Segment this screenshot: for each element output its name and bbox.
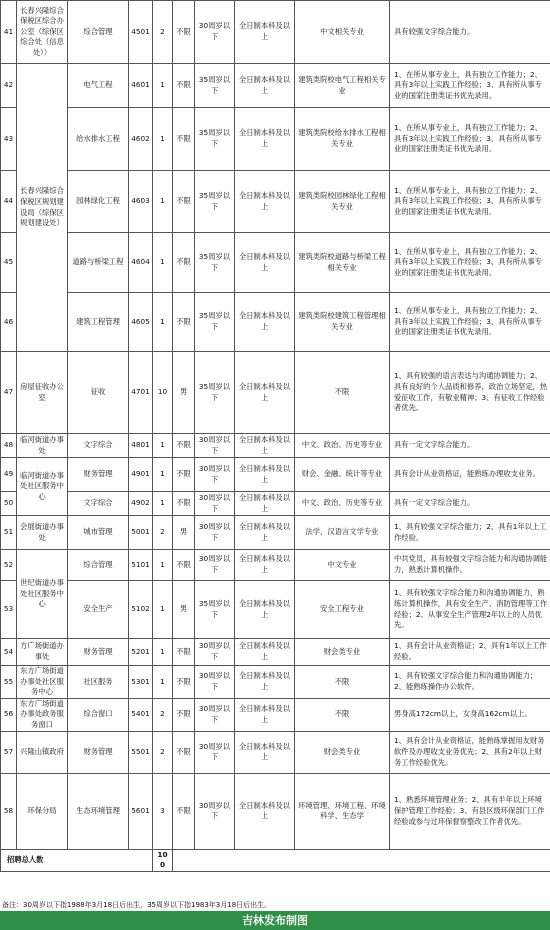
position-cell: 道路与桥梁工程 bbox=[68, 233, 129, 293]
department-cell: 房屋征收办公室 bbox=[17, 352, 68, 434]
age-limit-cell: 35周岁以下 bbox=[195, 64, 235, 108]
requirements-cell: 男身高172cm以上，女身高162cm以上。 bbox=[390, 698, 550, 731]
department-cell: 临河街道办事处 bbox=[17, 434, 68, 458]
requirements-cell: 中共党员，具有较强文字综合能力和沟通协调能力，熟悉计算机操作。 bbox=[390, 550, 550, 581]
total-value: 100 bbox=[153, 849, 173, 871]
headcount-cell: 1 bbox=[153, 108, 173, 171]
education-cell: 全日制本科及以上 bbox=[235, 1, 295, 64]
department-cell: 临河街道办事处社区服务中心 bbox=[17, 458, 68, 516]
requirements-cell: 1、在所从事专业上，具有独立工作能力；2、具有3年以上实践工作经验；3、具有所从事专业的国家注册类证书优先录用。 bbox=[390, 64, 550, 108]
education-cell: 全日制本科及以上 bbox=[235, 639, 295, 666]
row-number-cell: 45 bbox=[1, 233, 17, 293]
gender-cell: 不限 bbox=[173, 550, 195, 581]
position-code-cell: 4604 bbox=[129, 233, 153, 293]
age-limit-cell: 30周岁以下 bbox=[195, 550, 235, 581]
headcount-cell: 1 bbox=[153, 458, 173, 492]
department-cell: 长春兴隆综合保税区综合办公室（综保区综合处（信息处）） bbox=[17, 1, 68, 64]
education-cell: 全日制本科及以上 bbox=[235, 108, 295, 171]
major-cell: 中文、政治、历史等专业 bbox=[295, 492, 390, 516]
major-cell: 财会、金融、统计等专业 bbox=[295, 458, 390, 492]
row-number-cell: 58 bbox=[1, 773, 17, 849]
education-cell: 全日制本科及以上 bbox=[235, 434, 295, 458]
gender-cell: 不限 bbox=[173, 458, 195, 492]
headcount-cell: 1 bbox=[153, 639, 173, 666]
requirements-cell: 具有一定文字综合能力。 bbox=[390, 492, 550, 516]
row-number-cell: 54 bbox=[1, 639, 17, 666]
position-cell: 财务管理 bbox=[68, 458, 129, 492]
requirements-cell: 1、具有较强文字综合能力；2、具有1年以上工作经验。 bbox=[390, 516, 550, 550]
education-cell: 全日制本科及以上 bbox=[235, 516, 295, 550]
gender-cell: 男 bbox=[173, 352, 195, 434]
footnote: 备注：30周岁以下指1988年3月18日后出生，35周岁以下指1983年3月18日后出生。 bbox=[2, 901, 272, 909]
requirements-cell: 具有会计从业资格证，能熟练办理收支业务。 bbox=[390, 458, 550, 492]
position-cell: 城市管理 bbox=[68, 516, 129, 550]
position-cell: 安全生产 bbox=[68, 581, 129, 639]
gender-cell: 不限 bbox=[173, 666, 195, 699]
table-row bbox=[1, 108, 550, 171]
position-code-cell: 5401 bbox=[129, 698, 153, 731]
position-code-cell: 5101 bbox=[129, 550, 153, 581]
position-cell: 财务管理 bbox=[68, 731, 129, 773]
requirements-cell: 1、在所从事专业上，具有独立工作能力；2、具有3年以上实践工作经验；3、具有所从事专业的国家注册类证书优先录用。 bbox=[390, 233, 550, 293]
position-code-cell: 4501 bbox=[129, 1, 153, 64]
age-limit-cell: 35周岁以下 bbox=[195, 108, 235, 171]
major-cell: 建筑类院校道路与桥梁工程相关专业 bbox=[295, 233, 390, 293]
gender-cell: 男 bbox=[173, 516, 195, 550]
education-cell: 全日制本科及以上 bbox=[235, 550, 295, 581]
requirements-cell: 1、熟悉环境管理业务；2、具有半年以上环境保护管理工作经验；3、有县区级环保部门工作经验或参与过环保督察整改工作者优先。 bbox=[390, 773, 550, 849]
requirements-cell: 1、具有会计从业资格证，能熟练掌握用友财务软件及办理收支业务优先；2、具有2年以上财务工作经验优先。 bbox=[390, 731, 550, 773]
table-row bbox=[1, 492, 550, 516]
education-cell: 全日制本科及以上 bbox=[235, 458, 295, 492]
major-cell: 环境管理、环境工程、环境科学、生态学 bbox=[295, 773, 390, 849]
row-number-cell: 48 bbox=[1, 434, 17, 458]
age-limit-cell: 30周岁以下 bbox=[195, 666, 235, 699]
position-code-cell: 4605 bbox=[129, 293, 153, 352]
position-code-cell: 4901 bbox=[129, 458, 153, 492]
department-cell: 东方广场街道办事处政务服务窗口 bbox=[17, 698, 68, 731]
requirements-cell: 1、具有会计从业资格证；2、具有1年以上工作经验。 bbox=[390, 639, 550, 666]
requirements-cell: 1、在所从事专业上，具有独立工作能力；2、具有3年以上实践工作经验；3、具有所从事专业的国家注册类证书优先录用。 bbox=[390, 108, 550, 171]
education-cell: 全日制本科及以上 bbox=[235, 731, 295, 773]
position-code-cell: 5301 bbox=[129, 666, 153, 699]
department-cell: 环保分局 bbox=[17, 773, 68, 849]
row-number-cell: 44 bbox=[1, 171, 17, 233]
major-cell: 不限 bbox=[295, 698, 390, 731]
source-banner: 吉林发布制图 bbox=[0, 911, 550, 930]
age-limit-cell: 30周岁以下 bbox=[195, 434, 235, 458]
department-cell: 兴隆山镇政府 bbox=[17, 731, 68, 773]
age-limit-cell: 30周岁以下 bbox=[195, 773, 235, 849]
education-cell: 全日制本科及以上 bbox=[235, 773, 295, 849]
position-cell: 综合管理 bbox=[68, 1, 129, 64]
age-limit-cell: 30周岁以下 bbox=[195, 492, 235, 516]
table-row bbox=[1, 64, 550, 108]
headcount-cell: 2 bbox=[153, 731, 173, 773]
position-cell: 征收 bbox=[68, 352, 129, 434]
total-empty bbox=[173, 849, 550, 871]
row-number-cell: 56 bbox=[1, 698, 17, 731]
headcount-cell: 1 bbox=[153, 64, 173, 108]
position-code-cell: 4601 bbox=[129, 64, 153, 108]
row-number-cell: 51 bbox=[1, 516, 17, 550]
headcount-cell: 2 bbox=[153, 698, 173, 731]
position-cell: 给水排水工程 bbox=[68, 108, 129, 171]
major-cell: 中文专业 bbox=[295, 550, 390, 581]
position-cell: 文字综合 bbox=[68, 434, 129, 458]
gender-cell: 不限 bbox=[173, 108, 195, 171]
major-cell: 建筑类院校给水排水工程相关专业 bbox=[295, 108, 390, 171]
row-number-cell: 53 bbox=[1, 581, 17, 639]
education-cell: 全日制本科及以上 bbox=[235, 171, 295, 233]
position-cell: 电气工程 bbox=[68, 64, 129, 108]
major-cell: 法学、汉语言文学专业 bbox=[295, 516, 390, 550]
requirements-cell: 1、在所从事专业上，具有独立工作能力；2、具有3年以上实践工作经验；3、具有所从事专业的国家注册类证书优先录用。 bbox=[390, 293, 550, 352]
requirements-cell: 1、具有较强文字综合能力和沟通协调能力，熟练计算机操作，具有安全生产、消防管理等工作经验；2、从事安全生产管理2年以上的人员优先。 bbox=[390, 581, 550, 639]
gender-cell: 男 bbox=[173, 581, 195, 639]
major-cell: 财会类专业 bbox=[295, 639, 390, 666]
major-cell: 建筑类院校建筑工程管理相关专业 bbox=[295, 293, 390, 352]
age-limit-cell: 30周岁以下 bbox=[195, 639, 235, 666]
headcount-cell: 1 bbox=[153, 171, 173, 233]
table-row bbox=[1, 516, 550, 550]
gender-cell: 不限 bbox=[173, 64, 195, 108]
table-row bbox=[1, 233, 550, 293]
table-row bbox=[1, 550, 550, 581]
headcount-cell: 2 bbox=[153, 1, 173, 64]
major-cell: 不限 bbox=[295, 666, 390, 699]
position-code-cell: 4801 bbox=[129, 434, 153, 458]
gender-cell: 不限 bbox=[173, 773, 195, 849]
education-cell: 全日制本科及以上 bbox=[235, 666, 295, 699]
position-code-cell: 4602 bbox=[129, 108, 153, 171]
headcount-cell: 1 bbox=[153, 293, 173, 352]
education-cell: 全日制本科及以上 bbox=[235, 698, 295, 731]
position-code-cell: 5102 bbox=[129, 581, 153, 639]
major-cell: 不限 bbox=[295, 352, 390, 434]
table-row bbox=[1, 293, 550, 352]
education-cell: 全日制本科及以上 bbox=[235, 581, 295, 639]
department-cell: 东方广场街道办事处社区服务中心 bbox=[17, 666, 68, 699]
row-number-cell: 47 bbox=[1, 352, 17, 434]
headcount-cell: 1 bbox=[153, 550, 173, 581]
position-cell: 综合管理 bbox=[68, 550, 129, 581]
gender-cell: 不限 bbox=[173, 1, 195, 64]
position-code-cell: 5001 bbox=[129, 516, 153, 550]
requirements-cell: 1、具有较强的语言表达与沟通协调能力；2、具有良好的个人品质和修养，政治立场坚定，热爱征收工作，有敬业精神；3、有征收工作经验者优先。 bbox=[390, 352, 550, 434]
headcount-cell: 1 bbox=[153, 492, 173, 516]
position-cell: 文字综合 bbox=[68, 492, 129, 516]
position-code-cell: 5501 bbox=[129, 731, 153, 773]
position-cell: 综合窗口 bbox=[68, 698, 129, 731]
headcount-cell: 2 bbox=[153, 516, 173, 550]
table-row bbox=[1, 666, 550, 699]
row-number-cell: 55 bbox=[1, 666, 17, 699]
major-cell: 安全工程专业 bbox=[295, 581, 390, 639]
row-number-cell: 49 bbox=[1, 458, 17, 492]
table-row bbox=[1, 458, 550, 492]
position-code-cell: 5601 bbox=[129, 773, 153, 849]
gender-cell: 不限 bbox=[173, 492, 195, 516]
table-row bbox=[1, 1, 550, 64]
gender-cell: 不限 bbox=[173, 233, 195, 293]
department-cell: 长春兴隆综合保税区规划建设局（综保区规划建设处） bbox=[17, 64, 68, 352]
position-cell: 生态环境管理 bbox=[68, 773, 129, 849]
headcount-cell: 3 bbox=[153, 773, 173, 849]
table-row bbox=[1, 581, 550, 639]
row-number-cell: 57 bbox=[1, 731, 17, 773]
position-code-cell: 4701 bbox=[129, 352, 153, 434]
position-code-cell: 4603 bbox=[129, 171, 153, 233]
age-limit-cell: 30周岁以下 bbox=[195, 731, 235, 773]
education-cell: 全日制本科及以上 bbox=[235, 293, 295, 352]
major-cell: 中文相关专业 bbox=[295, 1, 390, 64]
age-limit-cell: 35周岁以下 bbox=[195, 171, 235, 233]
major-cell: 财会类专业 bbox=[295, 731, 390, 773]
gender-cell: 不限 bbox=[173, 698, 195, 731]
education-cell: 全日制本科及以上 bbox=[235, 492, 295, 516]
age-limit-cell: 35周岁以下 bbox=[195, 352, 235, 434]
position-code-cell: 5201 bbox=[129, 639, 153, 666]
row-number-cell: 42 bbox=[1, 64, 17, 108]
headcount-cell: 1 bbox=[153, 581, 173, 639]
gender-cell: 不限 bbox=[173, 434, 195, 458]
headcount-cell: 1 bbox=[153, 666, 173, 699]
table-body bbox=[1, 1, 550, 872]
row-number-cell: 46 bbox=[1, 293, 17, 352]
row-number-cell: 43 bbox=[1, 108, 17, 171]
age-limit-cell: 35周岁以下 bbox=[195, 581, 235, 639]
major-cell: 建筑类院校园林绿化工程相关专业 bbox=[295, 171, 390, 233]
position-cell: 财务管理 bbox=[68, 639, 129, 666]
headcount-cell: 1 bbox=[153, 434, 173, 458]
position-cell: 社区服务 bbox=[68, 666, 129, 699]
age-limit-cell: 35周岁以下 bbox=[195, 233, 235, 293]
education-cell: 全日制本科及以上 bbox=[235, 352, 295, 434]
gender-cell: 不限 bbox=[173, 171, 195, 233]
table-row bbox=[1, 698, 550, 731]
age-limit-cell: 30周岁以下 bbox=[195, 516, 235, 550]
major-cell: 中文、政治、历史等专业 bbox=[295, 434, 390, 458]
position-code-cell: 4902 bbox=[129, 492, 153, 516]
age-limit-cell: 30周岁以下 bbox=[195, 1, 235, 64]
row-number-cell: 41 bbox=[1, 1, 17, 64]
headcount-cell: 1 bbox=[153, 233, 173, 293]
table-row bbox=[1, 639, 550, 666]
education-cell: 全日制本科及以上 bbox=[235, 64, 295, 108]
age-limit-cell: 30周岁以下 bbox=[195, 458, 235, 492]
requirements-cell: 具有一定文字综合能力。 bbox=[390, 434, 550, 458]
gender-cell: 不限 bbox=[173, 293, 195, 352]
table-row bbox=[1, 352, 550, 434]
age-limit-cell: 35周岁以下 bbox=[195, 293, 235, 352]
table-row bbox=[1, 773, 550, 849]
table-row bbox=[1, 171, 550, 233]
total-row bbox=[1, 849, 550, 871]
requirements-cell: 具有较强文字综合能力。 bbox=[390, 1, 550, 64]
position-cell: 建筑工程管理 bbox=[68, 293, 129, 352]
headcount-cell: 10 bbox=[153, 352, 173, 434]
total-label: 招聘总人数 bbox=[1, 849, 153, 871]
department-cell: 会展街道办事处 bbox=[17, 516, 68, 550]
gender-cell: 不限 bbox=[173, 731, 195, 773]
education-cell: 全日制本科及以上 bbox=[235, 233, 295, 293]
requirements-cell: 1、具有较强文字综合能力和沟通协调能力；2、能熟练操作办公软件。 bbox=[390, 666, 550, 699]
department-cell: 世纪街道办事处社区服务中心 bbox=[17, 550, 68, 639]
row-number-cell: 50 bbox=[1, 492, 17, 516]
requirements-cell: 1、在所从事专业上，具有独立工作能力；2、具有3年以上实践工作经验；3、具有所从事专业的国家注册类证书优先录用。 bbox=[390, 171, 550, 233]
major-cell: 建筑类院校电气工程相关专业 bbox=[295, 64, 390, 108]
gender-cell: 不限 bbox=[173, 639, 195, 666]
table-row bbox=[1, 731, 550, 773]
department-cell: 方广场街道办事处 bbox=[17, 639, 68, 666]
row-number-cell: 52 bbox=[1, 550, 17, 581]
table-row bbox=[1, 434, 550, 458]
position-cell: 园林绿化工程 bbox=[68, 171, 129, 233]
age-limit-cell: 30周岁以下 bbox=[195, 698, 235, 731]
